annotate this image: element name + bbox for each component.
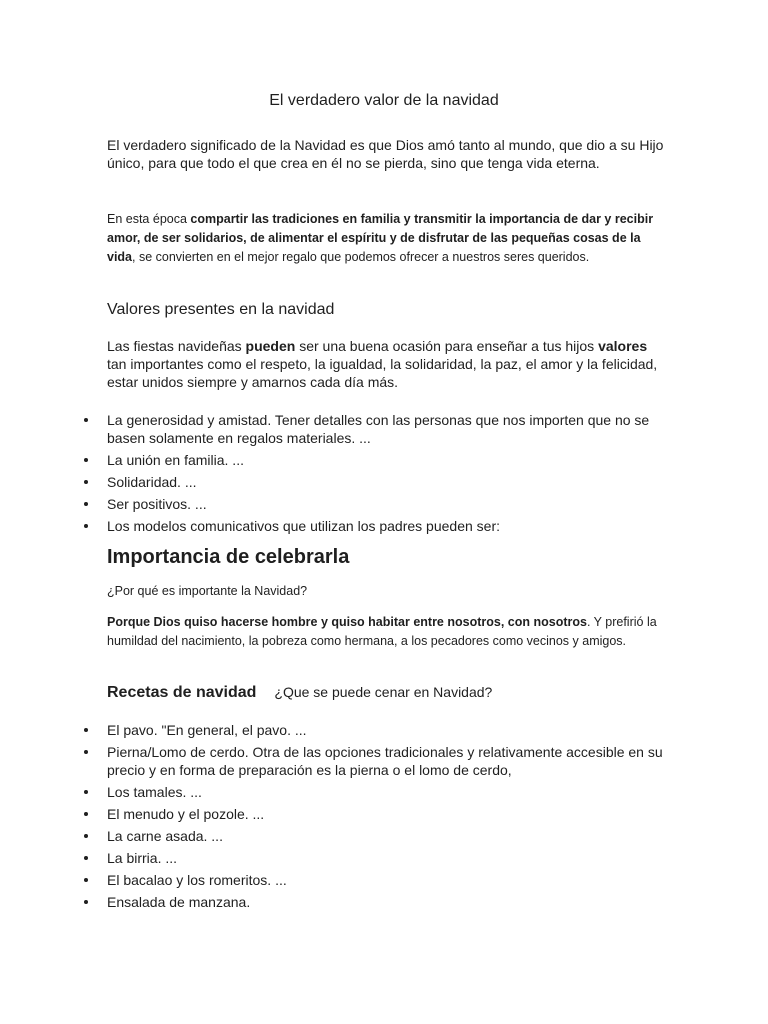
list-item-text: La carne asada. ...	[107, 828, 223, 844]
bullet-icon	[84, 502, 88, 506]
recetas-header	[107, 684, 667, 702]
list-item-text: La birria. ...	[107, 850, 178, 866]
list-item	[82, 451, 672, 469]
list-item	[82, 473, 672, 491]
bullet-icon	[84, 458, 88, 462]
recetas-heading: Recetas de navidad	[107, 684, 257, 701]
list-item	[82, 743, 672, 779]
list-item-text: Los tamales. ...	[107, 784, 202, 800]
list-item-text: Pierna/Lomo de cerdo. Otra de las opciones tradicionales y relativamente accesible en su precio y en forma de preparación es la pierna o el lomo de cerdo,	[107, 744, 663, 778]
bullet-icon	[84, 790, 88, 794]
recetas-list	[82, 721, 672, 911]
bullet-icon	[84, 856, 88, 860]
bullet-icon	[84, 418, 88, 422]
importancia-answer	[107, 613, 667, 651]
list-item-text: El bacalao y los romeritos. ...	[107, 872, 287, 888]
valores-p-middle: ser una buena ocasión para enseñar a tus hijos	[295, 338, 599, 354]
bullet-icon	[84, 480, 88, 484]
bullet-icon	[84, 750, 88, 754]
list-item-text: Ensalada de manzana.	[107, 894, 251, 910]
bullet-icon	[84, 878, 88, 882]
valores-p-start: Las fiestas navideñas	[107, 338, 246, 354]
intro-paragraph: El verdadero significado de la Navidad es que Dios amó tanto al mundo, que dio a su Hijo único, para que todo el que crea en él no se pierda, sino que tenga vida eterna.	[107, 137, 664, 171]
list-item-text: La generosidad y amistad. Tener detalles con las personas que nos importen que no se basen solamente en regalos materiales. ...	[107, 412, 650, 446]
intro-paragraph-2	[107, 210, 667, 267]
valores-heading: Valores presentes en la navidad	[107, 301, 335, 318]
intro-p2-start: En esta época	[107, 212, 191, 226]
list-item	[82, 411, 672, 447]
list-item-text: Ser positivos. ...	[107, 496, 207, 512]
bullet-icon	[84, 812, 88, 816]
valores-paragraph	[107, 337, 667, 391]
list-item	[82, 893, 672, 911]
importancia-answer-rest: . Y prefirió la humildad del nacimiento, la pobreza como hermana, a los pecadores como vecinos y amigos.	[107, 615, 657, 648]
importancia-question: ¿Por qué es importante la Navidad?	[107, 584, 308, 598]
bullet-icon	[84, 834, 88, 838]
list-item-text: El pavo. "En general, el pavo. ...	[107, 722, 307, 738]
list-item	[82, 827, 672, 845]
importancia-answer-bold: Porque Dios quiso hacerse hombre y quiso habitar entre nosotros, con nosotros	[107, 615, 587, 629]
valores-p-bold-1: pueden	[245, 338, 296, 354]
bullet-icon	[84, 728, 88, 732]
valores-list	[82, 411, 672, 535]
list-item	[82, 783, 672, 801]
intro-p2-bold: compartir las tradiciones en familia y transmitir la importancia de dar y recibir amor, de ser solidarios, de alimentar el espíritu y de disfrutar de las pequeñas cosas de la vida	[107, 212, 654, 264]
bullet-icon	[84, 524, 88, 528]
valores-p-bold-2: valores	[598, 338, 648, 354]
importancia-heading: Importancia de celebrarla	[107, 546, 350, 568]
recetas-question: ¿Que se puede cenar en Navidad?	[274, 684, 493, 700]
list-item-text: La unión en familia. ...	[107, 452, 244, 468]
list-item-text: Los modelos comunicativos que utilizan los padres pueden ser:	[107, 518, 501, 534]
list-item	[82, 805, 672, 823]
list-item	[82, 495, 672, 513]
valores-p-end: tan importantes como el respeto, la igualdad, la solidaridad, la paz, el amor y la felicidad, estar unidos siempre y amarnos cada día más.	[107, 356, 658, 390]
list-item-text: Solidaridad. ...	[107, 474, 197, 490]
list-item	[82, 871, 672, 889]
list-item	[82, 849, 672, 867]
list-item-text: El menudo y el pozole. ...	[107, 806, 265, 822]
intro-p2-end: , se convierten en el mejor regalo que podemos ofrecer a nuestros seres queridos.	[132, 250, 590, 264]
list-item	[82, 517, 672, 535]
document-title: El verdadero valor de la navidad	[269, 92, 499, 109]
bullet-icon	[84, 900, 88, 904]
list-item	[82, 721, 672, 739]
